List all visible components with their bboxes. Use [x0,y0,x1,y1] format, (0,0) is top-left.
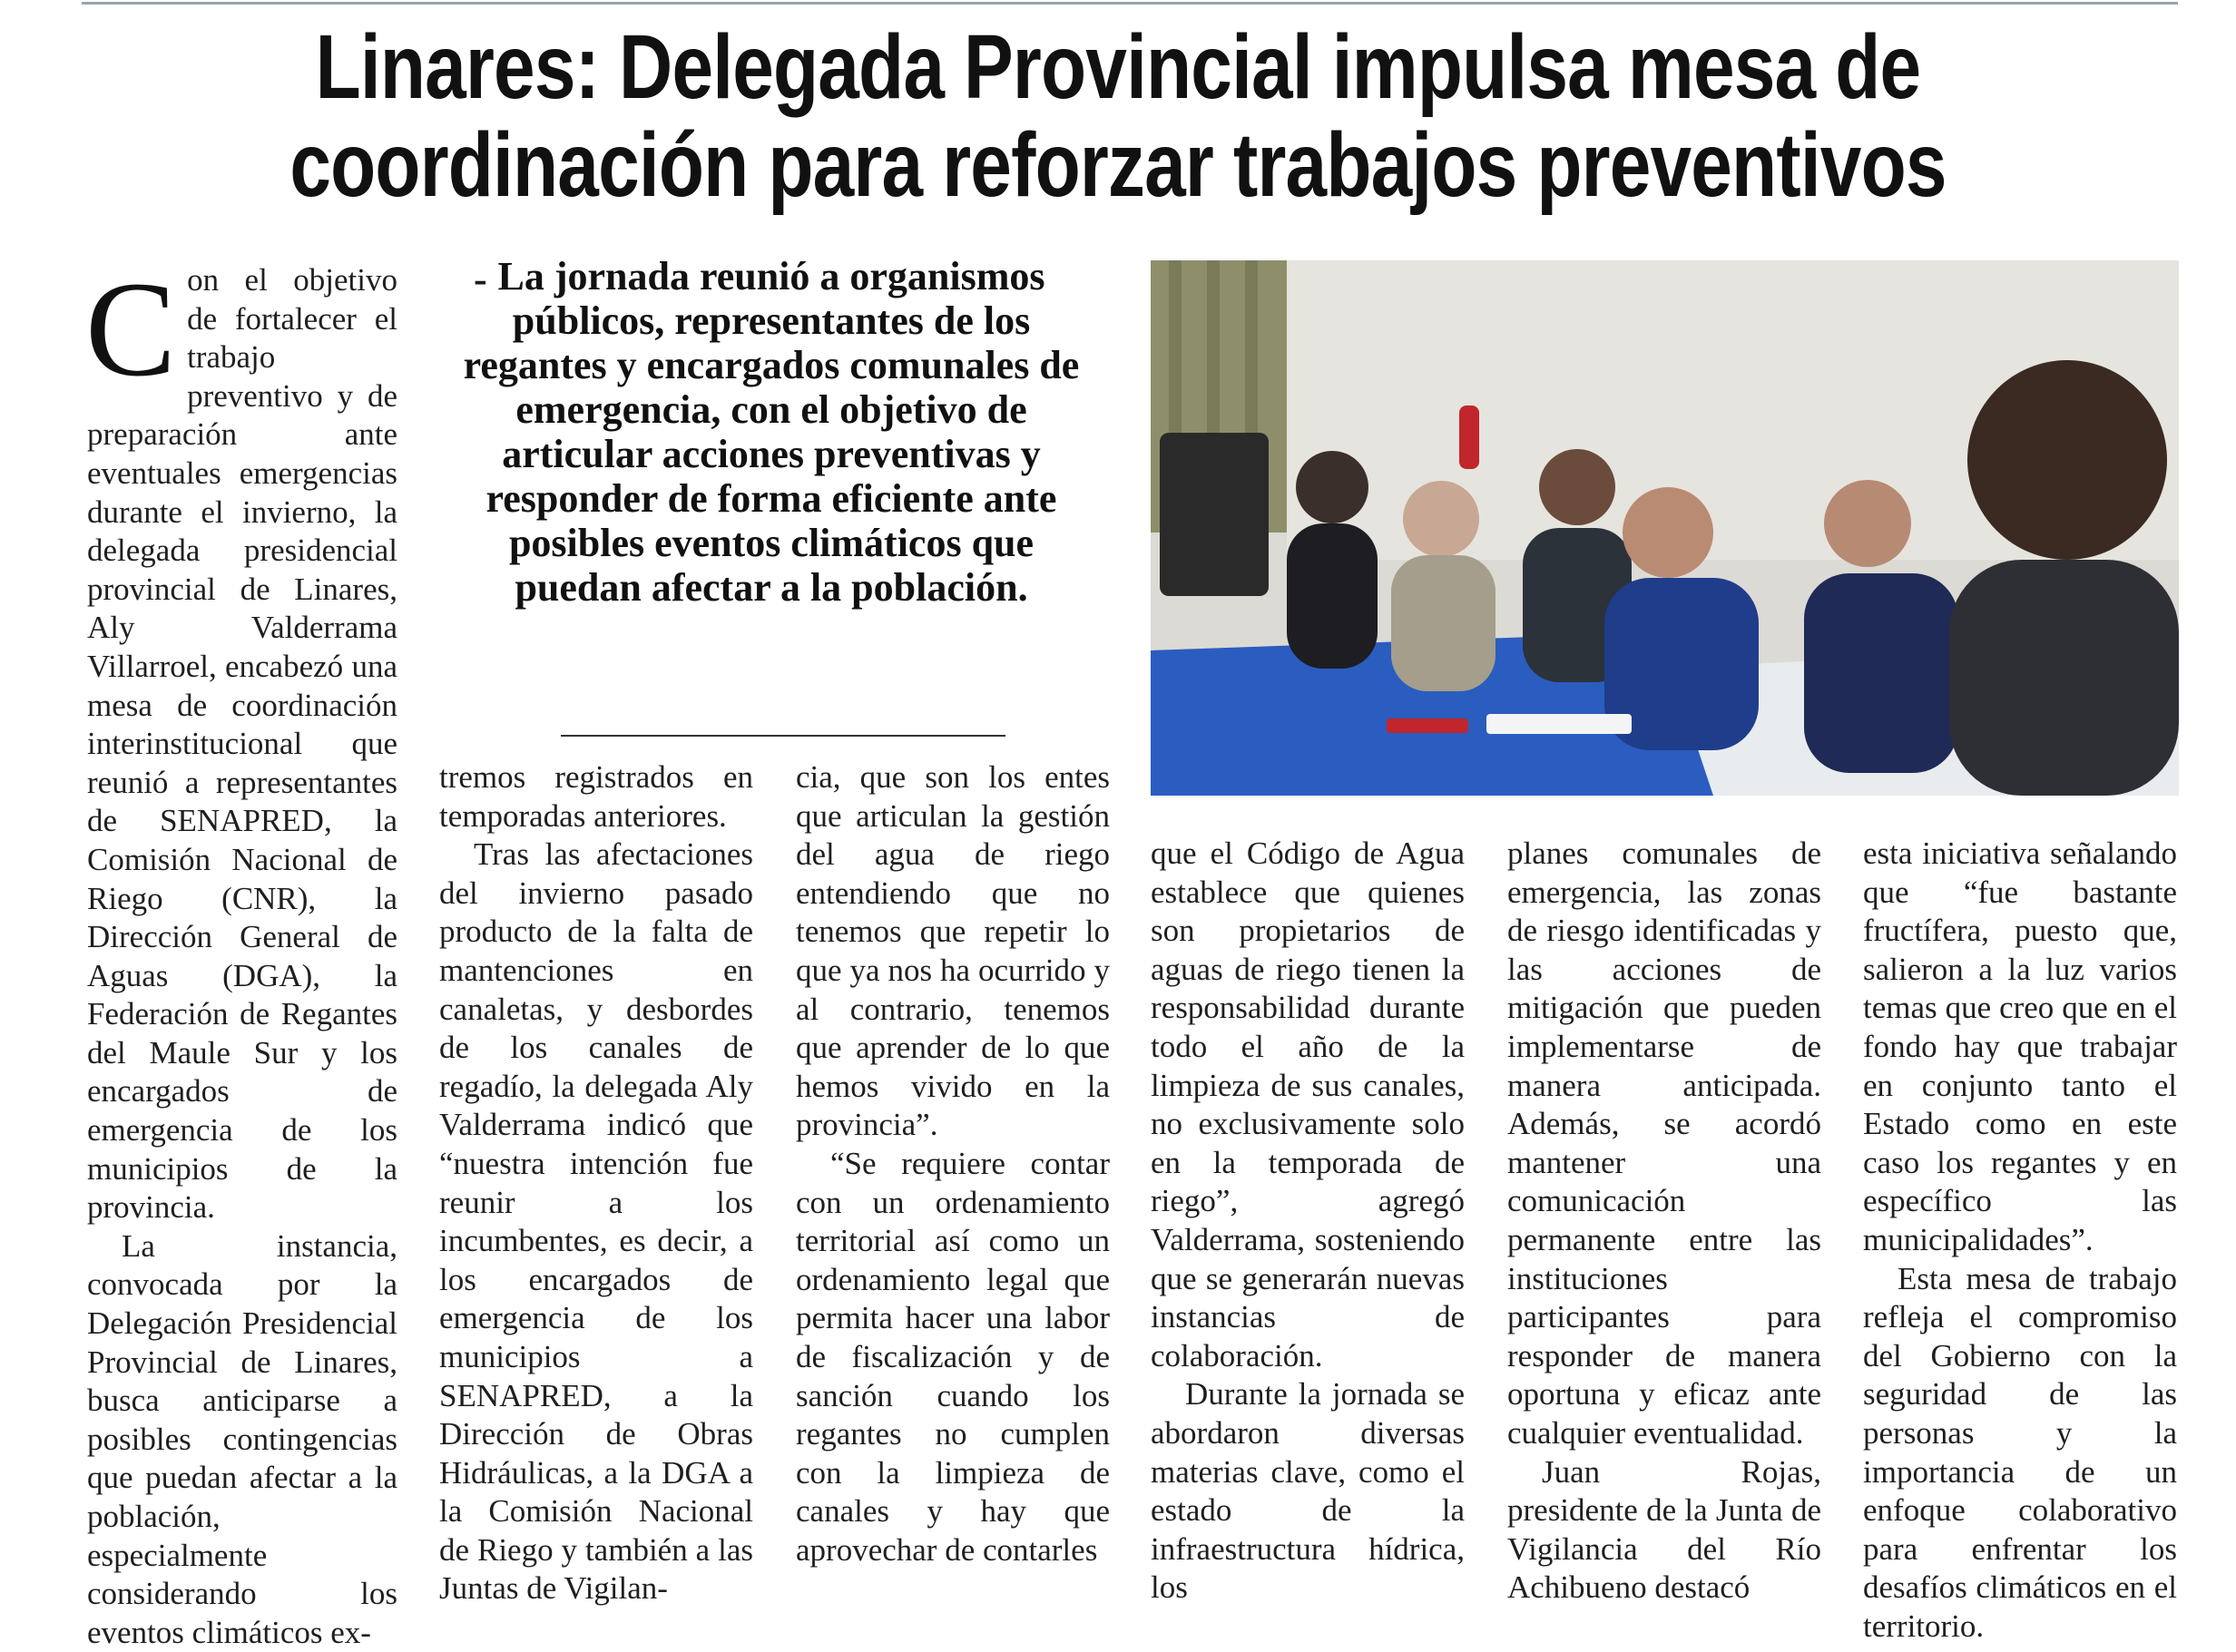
paragraph: Juan Rojas, presidente de la Junta de Vigilancia del Río Achibueno destacó [1507,1453,1821,1606]
paragraph [85,254,397,1227]
lead-summary: La jornada reunió a organismos públicos, representantes de los regantes y encargados comunales de emergencia, con el objetivo de articular acciones preventivas y responder de forma eficiente ante posibles eventos climáticos que puedan afectar a la población. [463,254,1080,610]
column-1 [85,254,397,1652]
paragraph: Tras las afectaciones del invierno pasado producto de la falta de mantenciones en canaletas, y desbordes de los canales de regadío, la delegada Aly Valderrama indicó que “nuestra intención fue reunir a los incumbentes, es decir, a los encargados de emergencia de los municipios a SENAPRED, a la Dirección de Obras Hidráulicas, a la DGA a la Comisión Nacional de Riego y también a las Juntas de Vigilan- [439,836,753,1607]
column-4 [1151,835,1465,1608]
paragraph: que el Código de Agua establece que quienes son propietarios de aguas de riego tienen la responsabilidad durante todo el año de la limpieza de sus canales, no exclusivamente solo en la temporada de riego”, agregó Valderrama, sosteniendo que se generarán nuevas instancias de colaboración. [1151,836,1465,1373]
column-2 [439,758,753,1608]
column-5 [1507,835,1821,1608]
meeting-photo [1151,260,2179,796]
headline [201,18,2035,214]
paragraph: Esta mesa de trabajo refleja el compromiso del Gobierno con la seguridad de las personas y la importancia de un enfoque colaborativo para enfrentar los desafíos climáticos en el territorio. [1863,1260,2177,1644]
paragraph: La instancia, convocada por la Delegación Presidencial Provincial de Linares, busca anticiparse a posibles contingencias que puedan afectar a la población, especialmente considerando los eventos climáticos ex- [87,1227,397,1650]
lead-dash: - [474,257,487,301]
paragraph-text: on el objetivo de fortalecer el trabajo preventivo y de preparación ante eventuales emergencias durante el invierno, la delegada presidencial provincial de Linares, Aly Valderrama Villarroel, encabezó una mesa de coordinación interinstitucional que reunió a representantes de SENAPRED, la Comisión Nacional de Riego (CNR), la Dirección General de Aguas (DGA), la Federación de Regantes del Maule Sur y los encargados de emergencia de los municipios de la provincia. [87,262,397,1226]
column-6 [1863,835,2177,1646]
headline-line-2: coordinación para reforzar trabajos preventivos [289,114,1947,216]
paragraph: cia, que son los entes que articulan la gestión del agua de riego entendiendo que no tenemos que repetir lo que ya nos ha ocurrido y al contrario, tenemos que aprender de lo que hemos vivido en la provincia”. [796,759,1110,1143]
lead-divider [561,735,1005,737]
paragraph: planes comunales de emergencia, las zonas de riesgo identificadas y las acciones de mitigación que pueden implementarse de manera anticipada. Además, se acordó mantener una comunicación permanente entre las instituciones participantes para responder de manera oportuna y eficaz ante cualquier eventualidad. [1507,836,1821,1451]
meeting-photo-icon [1151,260,2179,796]
column-3 [796,758,1110,1569]
headline-line-1: Linares: Delegada Provincial impulsa mesa de [315,16,1921,118]
paragraph: tremos registrados en temporadas anteriores. [439,759,753,834]
paragraph: esta iniciativa señalando que “fue bastante fructífera, puesto que, salieron a la luz varios temas que creo que en el fondo hay que trabajar en conjunto tanto el Estado como en este caso los regantes y en específico las municipalidades”. [1863,836,2177,1257]
drop-cap: C [85,254,177,405]
paragraph: “Se requiere contar con un ordenamiento territorial así como un ordenamiento legal que permita hacer una labor de fiscalización y de sanción cuando los regantes no cumplen con la limpieza de canales y hay que aprovechar de contarles [796,1145,1110,1568]
top-rule [82,2,2178,5]
paragraph: Durante la jornada se abordaron diversas materias clave, como el estado de la infraestructura hídrica, los [1151,1376,1465,1606]
